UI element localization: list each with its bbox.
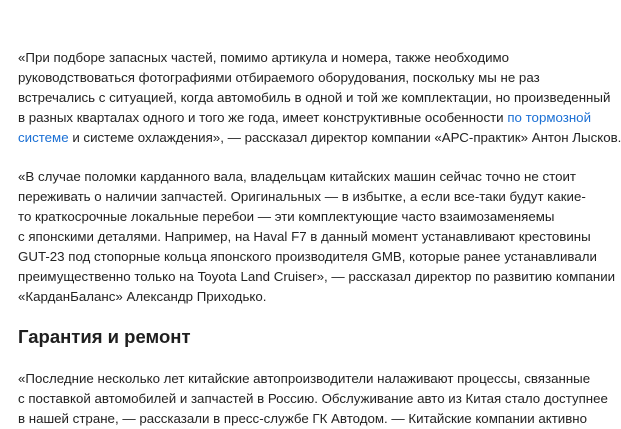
quote-paragraph-kardanbalans <box>18 167 616 307</box>
paragraph-line: преимущественно только на Toyota Land Cruiser», — рассказал директор по развитию компании <box>18 269 616 284</box>
paragraph-line: с поставкой автомобилей и запчастей в Россию. Обслуживание авто из Китая стало доступнее <box>18 391 608 406</box>
paragraph-line: «При подборе запасных частей, помимо артикула и номера, также необходимо <box>18 50 510 65</box>
paragraph-line <box>18 108 591 128</box>
paragraph-line: «КарданБаланс» Александр Приходько. <box>18 289 267 304</box>
quote-paragraph-avtodom <box>18 369 608 429</box>
brake-system-link-continued[interactable]: системе <box>18 130 69 145</box>
paragraph-line: «В случае поломки карданного вала, владельцам китайских машин сейчас точно не стоит <box>18 169 576 184</box>
quote-paragraph-ars-praktik <box>18 48 621 148</box>
paragraph-line: «Последние несколько лет китайские автопроизводители налаживают процессы, связанные <box>18 371 591 386</box>
paragraph-text: в разных кварталах одного и того же года, имеет конструктивные особенности <box>18 110 504 125</box>
paragraph-line: GUT-23 под стопорные кольца японского производителя GMB, которые ранее устанавливали <box>18 249 597 264</box>
paragraph-line: в нашей стране, — рассказали в пресс-службе ГК Автодом. — Китайские компании активно <box>18 411 588 426</box>
paragraph-line: то краткосрочные локальные перебои — эти комплектующие часто взаимозаменяемы <box>18 209 555 224</box>
paragraph-line <box>18 128 621 148</box>
section-heading-warranty: Гарантия и ремонт <box>18 326 191 347</box>
paragraph-line: руководствоваться фотографиями отбираемого оборудования, поскольку мы не раз <box>18 70 540 85</box>
paragraph-line: с японскими деталями. Например, на Haval F7 в данный момент устанавливают крестовины <box>18 229 591 244</box>
paragraph-line: встречались с ситуацией, когда автомобиль в одной и той же комплектации, но произведенный <box>18 90 611 105</box>
brake-system-link[interactable]: по тормозной <box>507 110 591 125</box>
paragraph-line: переживать о наличии запчастей. Оригинальных — в избытке, а если все-таки будут какие- <box>18 189 586 204</box>
paragraph-text: и системе охлаждения», — рассказал директор компании «АРС-практик» Антон Лысков. <box>72 130 621 145</box>
